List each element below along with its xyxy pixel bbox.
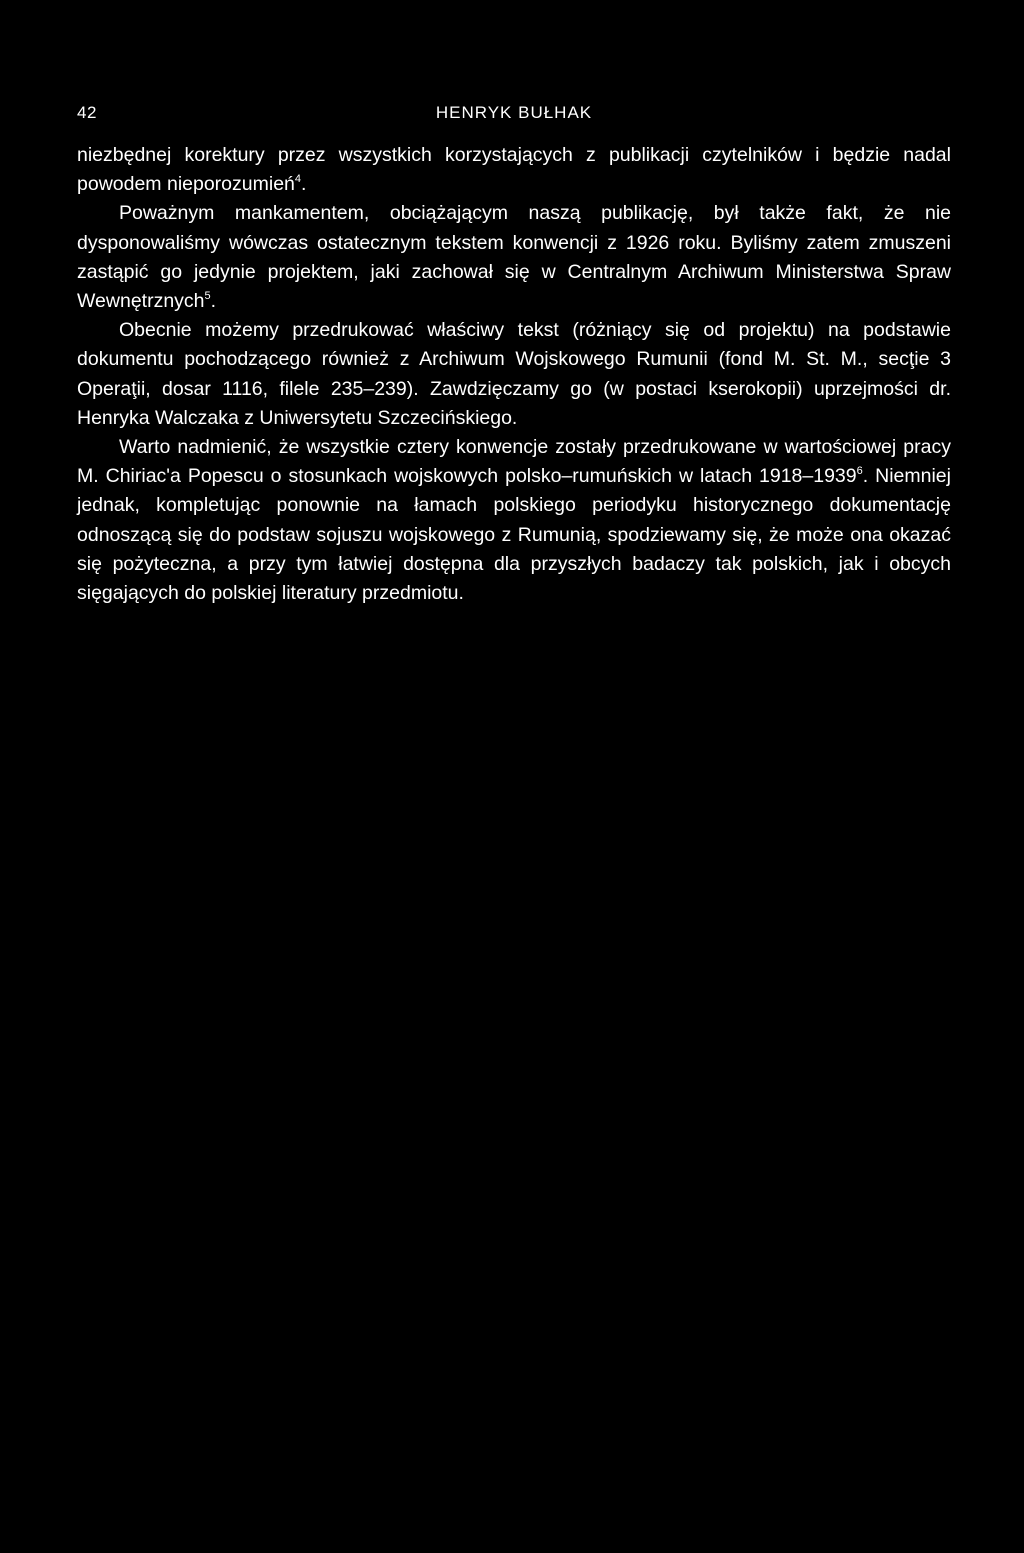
- page-number: 42: [77, 103, 97, 122]
- paragraph-text-end: .: [210, 290, 217, 313]
- running-header: [77, 103, 951, 127]
- footnote-reference: 5: [204, 289, 211, 302]
- footnote-reference: 6: [856, 464, 863, 477]
- body-text: [77, 141, 951, 608]
- paragraph-continuation: [77, 141, 951, 199]
- paragraph: [77, 433, 951, 608]
- paragraph: [77, 316, 951, 433]
- paragraph-text: niezbędnej korektury przez wszystkich korzystających z publikacji czytelników i będzie nadal powodem nieporozumień: [77, 144, 951, 196]
- paragraph: [77, 199, 951, 316]
- paragraph-text-end: . Niemniej jednak, kompletując ponownie na łamach polskiego periodyku historycznego dokumentację odnoszącą się do podstaw sojuszu wojskowego z Rumunią, spodziewamy się, że może ona okazać się pożyteczna, a przy tym łatwiej dostępna dla przyszłych badaczy tak polskich, jak i obcych sięgających do polskiej literatury przedmiotu.: [77, 465, 951, 605]
- footnote-reference: 4: [294, 172, 302, 185]
- paragraph-text: Warto nadmienić, że wszystkie cztery konwencje zostały przedrukowane w wartościowej pracy M. Chiriac'a Popescu o stosunkach wojskowych polsko–rumuńskich w latach 1918–1939: [77, 436, 951, 488]
- running-title: HENRYK BUŁHAK: [435, 103, 593, 122]
- paragraph-text: Obecnie możemy przedrukować właściwy tekst (różniący się od projektu) na podstawie dokumentu pochodzącego również z Archiwum Wojskowego Rumunii (fond M. St. M., secţie 3 Operaţii, dosar 1116, filele 235–239). Zawdzięczamy go (w postaci kserokopii) uprzejmości dr. Henryka Walczaka z Uniwersytetu Szczecińskiego.: [77, 319, 951, 429]
- paragraph-text-end: .: [301, 173, 307, 196]
- paragraph-text: Poważnym mankamentem, obciążającym naszą publikację, był także fakt, że nie dysponowaliśmy wówczas ostatecznym tekstem konwencji z 1926 roku. Byliśmy zatem zmuszeni zastąpić go jedynie projektem, jaki zachował się w Centralnym Archiwum Ministerstwa Spraw Wewnętrznych: [77, 202, 951, 313]
